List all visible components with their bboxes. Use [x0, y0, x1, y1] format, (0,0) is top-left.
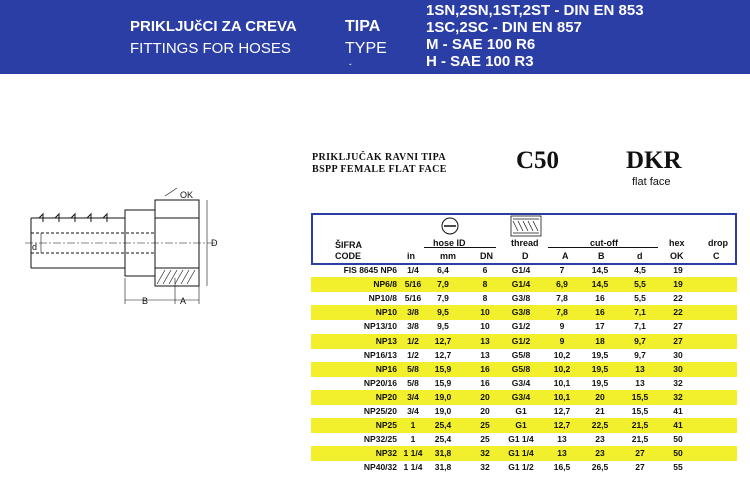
banner-title-hr: PRIKLJUčCI ZA CREVA [130, 18, 297, 35]
cell-code: NP20 [375, 391, 397, 402]
header-ok: OK [670, 251, 684, 261]
cell-d: G5/8 [511, 349, 531, 360]
banner-standard-2: 1SC,2SC - DIN EN 857 [426, 19, 582, 36]
cell-dd: 7,1 [634, 321, 646, 332]
cell-dd: 9,7 [634, 335, 646, 346]
cell-in: 5/16 [404, 293, 422, 304]
header-cutoff: cut-off [590, 238, 618, 248]
header-mm: mm [440, 251, 457, 261]
header-a: A [562, 251, 569, 261]
cell-dn: 16 [480, 377, 490, 388]
cell-b: 22,5 [591, 420, 609, 431]
header-thread: thread [511, 238, 539, 248]
drawing-label-a: A [180, 296, 187, 306]
cell-code: NP40/32 [363, 462, 397, 473]
product-title-en: BSPP FEMALE FLAT FACE [312, 164, 447, 175]
cell-d: G1/4 [511, 279, 531, 290]
cell-mm: 12,7 [434, 349, 452, 360]
cell-mm: 31,8 [434, 448, 452, 459]
hose-cross-section-icon [440, 216, 460, 236]
cell-d: G1/2 [511, 335, 531, 346]
cell-dn: 13 [480, 349, 490, 360]
table-row [311, 404, 737, 419]
drawing-label-d-large: D [211, 238, 218, 248]
header-drop: drop [708, 238, 728, 248]
cell-code: NP16/13 [363, 349, 397, 360]
cell-code: NP25 [375, 420, 397, 431]
banner-standard-1: 1SN,2SN,1ST,2ST - DIN EN 853 [426, 2, 644, 19]
cell-dn: 16 [480, 363, 490, 374]
cell-ok: 30 [673, 349, 683, 360]
cell-dd: 9,7 [634, 349, 646, 360]
banner-standard-4: H - SAE 100 R3 [426, 53, 534, 70]
product-series-note: flat face [632, 176, 671, 188]
cell-in: 5/8 [407, 377, 419, 388]
cell-ok: 30 [673, 363, 683, 374]
cell-mm: 9,5 [437, 321, 449, 332]
table-row [311, 432, 737, 447]
cell-in: 1/2 [407, 335, 419, 346]
cell-dd: 21,5 [631, 420, 649, 431]
cell-dn: 25 [480, 420, 490, 431]
cell-a: 10,1 [553, 391, 571, 402]
table-row [311, 348, 737, 363]
product-title-hr: PRIKLJUČAK RAVNI TIPA [312, 152, 446, 163]
table-row [311, 263, 737, 278]
cell-dd: 27 [635, 462, 645, 473]
cell-dn: 8 [482, 293, 488, 304]
cell-in: 3/4 [407, 391, 419, 402]
cell-b: 14,5 [591, 279, 609, 290]
cell-a: 13 [557, 448, 567, 459]
cell-dn: 25 [480, 434, 490, 445]
cell-dd: 4,5 [634, 265, 646, 275]
cell-code: NP16 [375, 363, 397, 374]
cell-dd: 13 [635, 377, 645, 388]
cell-in: 1 1/4 [403, 448, 423, 459]
header-hex: hex [669, 238, 685, 248]
cell-mm: 15,9 [434, 377, 452, 388]
table-row [311, 390, 737, 405]
cell-b: 14,5 [591, 265, 609, 275]
cell-a: 12,7 [553, 406, 571, 416]
cell-ok: 41 [673, 406, 683, 416]
header-cutoff-rule [548, 247, 658, 248]
cell-ok: 32 [673, 377, 683, 388]
product-code: C50 [516, 147, 560, 174]
cell-mm: 19,0 [434, 406, 452, 416]
cell-in: 1/4 [407, 265, 419, 275]
cell-b: 19,5 [591, 349, 609, 360]
cell-code: NP13 [375, 335, 397, 346]
product-series: DKR [626, 147, 682, 174]
cell-mm: 6,4 [437, 265, 449, 275]
cell-code: NP32/25 [363, 434, 397, 445]
cell-b: 20 [595, 391, 605, 402]
cell-code: NP32 [375, 448, 397, 459]
cell-a: 6,9 [556, 279, 568, 290]
cell-d: G3/4 [511, 391, 531, 402]
cell-ok: 27 [673, 321, 683, 332]
cell-ok: 19 [673, 279, 683, 290]
banner-mark: ˇ [349, 63, 352, 72]
header-hose-id: hose ID [433, 238, 466, 248]
cell-d: G1 1/4 [508, 448, 534, 459]
cell-d: G1 [515, 420, 527, 431]
cell-d: G1 1/2 [508, 462, 534, 473]
cell-d: G1/4 [511, 265, 531, 275]
cell-dn: 8 [482, 279, 488, 290]
table-row [311, 376, 737, 391]
cell-ok: 19 [673, 265, 683, 275]
drawing-label-b: B [142, 296, 149, 306]
cell-a: 10,2 [553, 349, 571, 360]
cell-mm: 7,9 [437, 293, 449, 304]
table-row [311, 334, 737, 349]
cell-mm: 19,0 [434, 391, 452, 402]
cell-a: 7,8 [556, 307, 568, 318]
cell-in: 5/16 [404, 279, 422, 290]
table-row [311, 319, 737, 334]
table-row [311, 446, 737, 461]
cell-mm: 15,9 [434, 363, 452, 374]
cell-dn: 10 [480, 321, 490, 332]
header-code: CODE [335, 251, 362, 261]
header-c: C [713, 251, 720, 261]
cell-d: G1/2 [511, 321, 531, 332]
cell-in: 3/8 [407, 307, 419, 318]
table-row [311, 418, 737, 433]
drawing-label-d-small: d [32, 242, 38, 252]
cell-code: NP13/10 [363, 321, 397, 332]
cell-dn: 13 [480, 335, 490, 346]
cell-in: 1 [410, 434, 416, 445]
header-b: B [598, 251, 605, 261]
cell-dn: 20 [480, 391, 490, 402]
cell-mm: 7,9 [437, 279, 449, 290]
cell-a: 10,2 [553, 363, 571, 374]
header-sifra: ŠIFRA [335, 240, 362, 250]
cell-d: G3/8 [511, 307, 531, 318]
cell-b: 17 [595, 321, 605, 332]
cell-d: G1 [515, 406, 527, 416]
table-row [311, 362, 737, 377]
header-hose-id-rule [424, 247, 496, 248]
cell-a: 10,1 [553, 377, 571, 388]
cell-dn: 32 [480, 448, 490, 459]
fitting-drawing [25, 188, 225, 313]
cell-d: G3/8 [511, 293, 531, 304]
cell-a: 16,5 [553, 462, 571, 473]
cell-d: G1 1/4 [508, 434, 534, 445]
cell-ok: 27 [673, 335, 683, 346]
cell-mm: 25,4 [434, 434, 452, 445]
cell-in: 5/8 [407, 363, 419, 374]
cell-dd: 7,1 [634, 307, 646, 318]
cell-mm: 25,4 [434, 420, 452, 431]
cell-dd: 15,5 [631, 406, 649, 416]
cell-a: 7 [559, 265, 565, 275]
cell-dn: 10 [480, 307, 490, 318]
cell-in: 3/4 [407, 406, 419, 416]
cell-ok: 22 [673, 293, 683, 304]
cell-dd: 27 [635, 448, 645, 459]
cell-dd: 5,5 [634, 293, 646, 304]
table-row [311, 277, 737, 292]
banner-title-en: FITTINGS FOR HOSES [130, 40, 291, 57]
header-thread-d: D [522, 251, 529, 261]
cell-code: FIS 8645 NP6 [343, 265, 397, 275]
cell-ok: 22 [673, 307, 683, 318]
cell-ok: 41 [673, 420, 683, 431]
cell-b: 19,5 [591, 363, 609, 374]
cell-in: 3/8 [407, 321, 419, 332]
cell-code: NP6/8 [373, 279, 397, 290]
cell-a: 7,8 [556, 293, 568, 304]
thread-icon [510, 215, 542, 237]
cell-b: 23 [595, 448, 605, 459]
cell-a: 13 [557, 434, 567, 445]
header-dn: DN [480, 251, 493, 261]
cell-dn: 6 [482, 265, 488, 275]
cell-a: 12,7 [553, 420, 571, 431]
cell-code: NP10 [375, 307, 397, 318]
header-cutoff-d: d [637, 251, 643, 261]
cell-code: NP20/16 [363, 377, 397, 388]
cell-code: NP25/20 [363, 406, 397, 416]
header-banner [0, 0, 750, 74]
cell-in: 1 1/4 [403, 462, 423, 473]
table-row [311, 291, 737, 306]
table-row [311, 460, 737, 475]
cell-dd: 15,5 [631, 391, 649, 402]
banner-type-hr: TIPA [345, 18, 381, 35]
drawing-label-ok: OK [180, 190, 194, 200]
cell-mm: 31,8 [434, 462, 452, 473]
table-row [311, 305, 737, 320]
cell-b: 23 [595, 434, 605, 445]
header-in: in [407, 251, 415, 261]
cell-mm: 12,7 [434, 335, 452, 346]
cell-dd: 21,5 [631, 434, 649, 445]
cell-in: 1/2 [407, 349, 419, 360]
cell-a: 9 [559, 321, 565, 332]
cell-b: 19,5 [591, 377, 609, 388]
cell-ok: 55 [673, 462, 683, 473]
cell-b: 16 [595, 307, 605, 318]
banner-standard-3: M - SAE 100 R6 [426, 36, 536, 53]
cell-mm: 9,5 [437, 307, 449, 318]
cell-d: G3/4 [511, 377, 531, 388]
cell-b: 16 [595, 293, 605, 304]
cell-dd: 13 [635, 363, 645, 374]
cell-dn: 20 [480, 406, 490, 416]
cell-in: 1 [410, 420, 416, 431]
cell-b: 26,5 [591, 462, 609, 473]
banner-type-en: TYPE [345, 40, 387, 57]
cell-b: 21 [595, 406, 605, 416]
cell-ok: 50 [673, 448, 683, 459]
cell-ok: 32 [673, 391, 683, 402]
cell-b: 18 [595, 335, 605, 346]
cell-dd: 5,5 [634, 279, 646, 290]
cell-code: NP10/8 [368, 293, 397, 304]
cell-d: G5/8 [511, 363, 531, 374]
cell-dn: 32 [480, 462, 490, 473]
cell-ok: 50 [673, 434, 683, 445]
cell-a: 9 [559, 335, 565, 346]
